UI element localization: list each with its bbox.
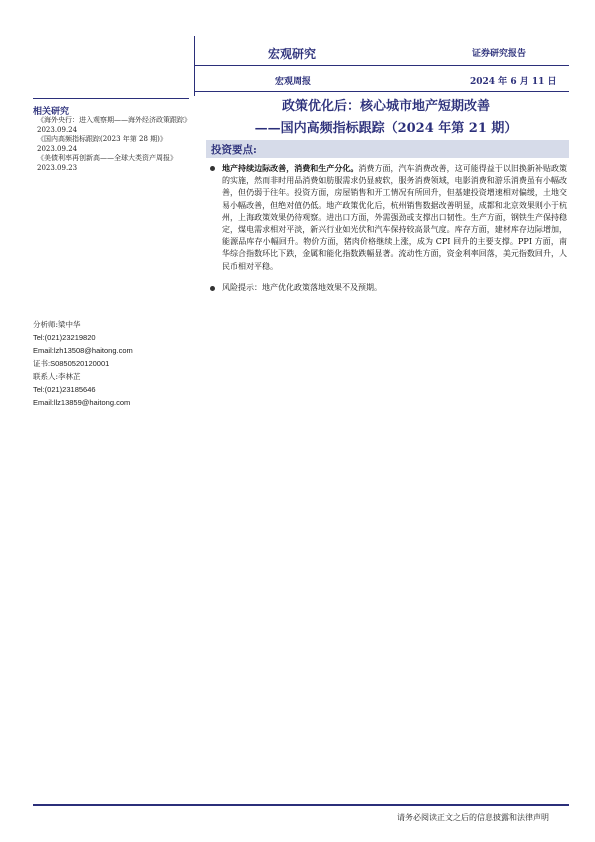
- investment-highlights-banner: [206, 140, 569, 158]
- disclaimer-note: 请务必阅读正文之后的信息披露和法律声明: [397, 813, 549, 822]
- analyst-name: 分析师:梁中华: [33, 320, 81, 329]
- investment-point: [207, 162, 567, 273]
- point-body: 消费方面，汽车消费改善，这可能得益于以旧换新补贴政策的实施，然而非时用品消费如肪服需求仍显疲软，服务消费领域，电影消费和游乐消费虽有小幅改善，但仍弱于往年。投资方面，房屋销售和开工情况有所回升，但基建投资增速相对偏缓，土地交易小幅改善，但绝对值仍低。地产政策优化后，杭州销售数据改善明显，成都和北京效果则小于杭州，上海政策效果仍待观察。进出口方面，外需强劲或支撑出口韧性。生产方面，钢铁生产保持稳定，煤电需求相对平淡，新兴行业如光伏和汽车保持较高景气度。库存方面，建材库存边际增加，能源品库存小幅回升。物价方面，猪肉价格继续上涨，成为 CPI 回升的主要支撑。PPI 方面，南华综合指数环比下跌，金属和能化指数跌幅显著。流动性方面，资金利率回落，美元指数回升，人民币相对平稳。: [222, 164, 567, 271]
- report-type: 证券研究报告: [472, 49, 527, 59]
- investment-highlights-heading: 投资要点:: [211, 144, 257, 156]
- analyst-phone: Tel:(021)23219820: [33, 333, 96, 342]
- analyst-contacts: [33, 318, 193, 409]
- bullet-icon: [210, 286, 215, 291]
- related-research-item[interactable]: 《海外央行：进入观察期——海外经济政策跟踪》2023.09.24: [37, 116, 191, 134]
- sidebar-top-rule: [33, 98, 189, 99]
- footer-rule: [33, 804, 569, 806]
- report-subtitle: ——国内高频指标跟踪（2024 年第 21 期）: [254, 121, 518, 136]
- header-bottom-rule: [194, 91, 569, 92]
- bullet-icon: [210, 166, 215, 171]
- contact-phone: Tel:(021)23185646: [33, 385, 96, 394]
- related-research-item[interactable]: 《国内高频指标跟踪(2023 年第 28 期)》2023.09.24: [37, 135, 167, 153]
- report-title: 政策优化后：核心城市地产短期改善: [281, 99, 490, 114]
- risk-point: [207, 282, 567, 294]
- contact-name: 联系人:李林芷: [33, 372, 81, 381]
- investment-points: [207, 162, 567, 294]
- report-date: 2024 年 6 月 11 日: [470, 77, 557, 87]
- analyst-email[interactable]: Email:lzh13508@haitong.com: [33, 346, 133, 355]
- point-body: 风险提示：地产优化政策落地效果不及预期。: [222, 282, 382, 292]
- report-category: 宏观研究: [268, 47, 317, 61]
- report-subcategory: 宏观周报: [275, 77, 312, 87]
- related-research-heading: 相关研究: [33, 107, 70, 117]
- contact-email[interactable]: Email:llz13859@haitong.com: [33, 398, 131, 407]
- related-research-list: [37, 116, 195, 174]
- analyst-certificate: 证书:S0850520120001: [33, 359, 110, 368]
- header-divider-vertical: [194, 36, 195, 96]
- point-lead: 地产持续边际改善，消费和生产分化。: [222, 163, 359, 173]
- header-divider-horizontal: [194, 65, 569, 66]
- related-research-item[interactable]: 《美债利率再创新高——全球大类资产周报》2023.09.23: [37, 154, 177, 172]
